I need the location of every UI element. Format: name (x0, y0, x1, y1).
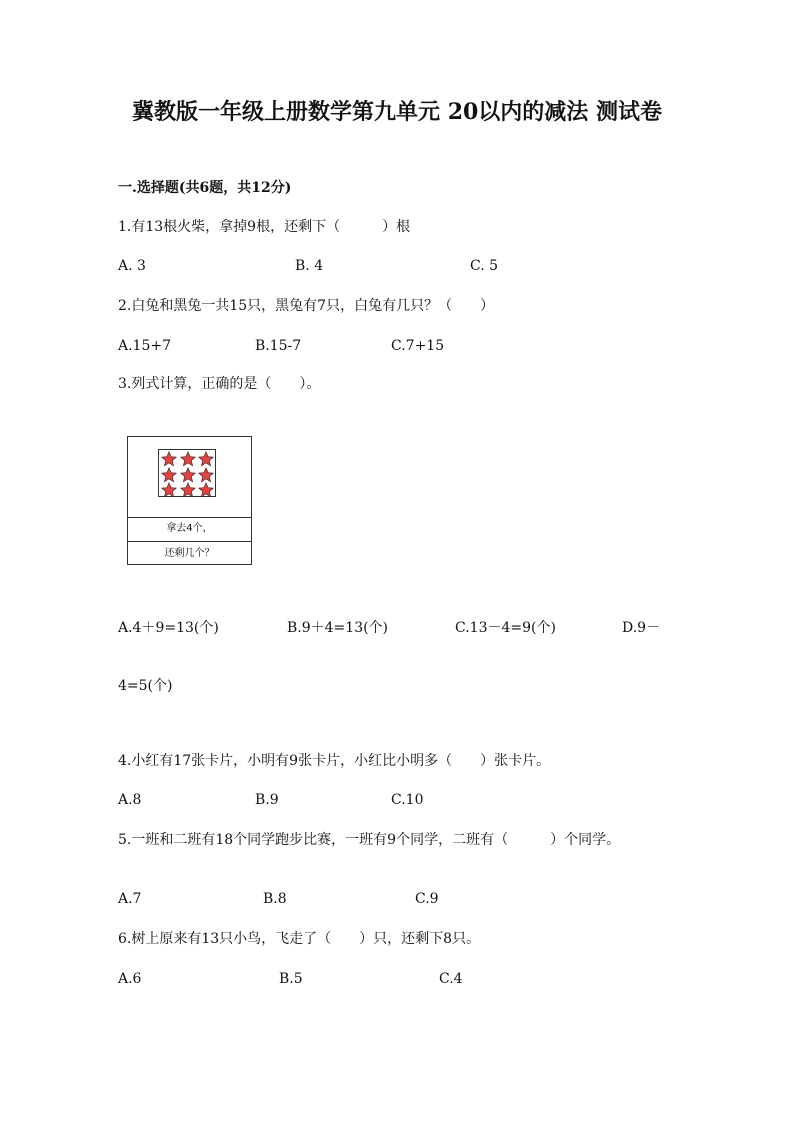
question-3-options (118, 617, 718, 639)
question-3-stem: 3.列式计算，正确的是（ ）。 (118, 376, 321, 392)
star-icon (198, 451, 214, 467)
option-c[interactable]: C.10 (391, 792, 424, 808)
question-2-options (118, 335, 718, 357)
question-1-stem: 1.有13根火柴，拿掉9根，还剩下（ ）根 (118, 219, 411, 235)
star-icon (198, 482, 214, 498)
page-title: 冀教版一年级上册数学第九单元 20以内的减法 测试卷 (132, 99, 662, 125)
question-4-stem: 4.小红有17张卡片，小明有9张卡片，小红比小明多（ ）张卡片。 (118, 753, 551, 769)
option-c[interactable]: C.13－4=9(个) (455, 620, 556, 636)
option-a[interactable]: A.7 (118, 891, 142, 907)
figure-text-take-away: 拿去4个， (128, 517, 251, 542)
question-5-options (118, 888, 718, 910)
option-b[interactable]: B.9 (255, 792, 279, 808)
section-heading: 一.选择题(共6题，共12分) (118, 180, 292, 196)
question-5-stem: 5.一班和二班有18个同学跑步比赛，一班有9个同学，二班有（ ）个同学。 (118, 832, 621, 848)
option-d[interactable]: D.9－ (622, 620, 661, 636)
question-3-option-d-continued (118, 675, 718, 697)
question-2-stem: 2.白兔和黑兔一共15只，黑兔有7只，白兔有几只？（ ） (118, 298, 495, 314)
option-c[interactable]: C.4 (439, 971, 463, 987)
option-b[interactable]: B.5 (279, 971, 303, 987)
figure-text-remaining: 还剩几个？ (164, 548, 215, 559)
option-b[interactable]: B. 4 (295, 258, 324, 274)
option-a[interactable]: A.4＋9=13(个) (118, 620, 219, 636)
star-icon (180, 467, 196, 483)
star-panel (128, 437, 251, 518)
question-1-options (118, 255, 718, 277)
question-6-stem: 6.树上原来有13只小鸟，飞走了（ ）只，还剩下8只。 (118, 931, 481, 947)
option-a[interactable]: A. 3 (118, 258, 146, 274)
question-4-options (118, 789, 718, 811)
option-b[interactable]: B.15-7 (255, 338, 302, 354)
option-b[interactable]: B.8 (263, 891, 287, 907)
star-icon (180, 482, 196, 498)
option-a[interactable]: A.6 (118, 971, 142, 987)
option-a[interactable]: A.8 (118, 792, 142, 808)
option-c[interactable]: C.9 (415, 891, 439, 907)
star-grid (158, 449, 216, 497)
question-3-figure (127, 436, 252, 565)
star-icon (180, 451, 196, 467)
star-icon (161, 482, 177, 498)
option-c[interactable]: C. 5 (470, 258, 499, 274)
question-6-options (118, 968, 718, 990)
option-a[interactable]: A.15+7 (118, 338, 172, 354)
option-c[interactable]: C.7+15 (391, 338, 445, 354)
option-b[interactable]: B.9＋4=13(个) (287, 620, 389, 636)
star-icon (161, 467, 177, 483)
option-d-wrap[interactable]: 4=5(个) (118, 678, 173, 694)
star-icon (198, 467, 214, 483)
star-icon (161, 451, 177, 467)
